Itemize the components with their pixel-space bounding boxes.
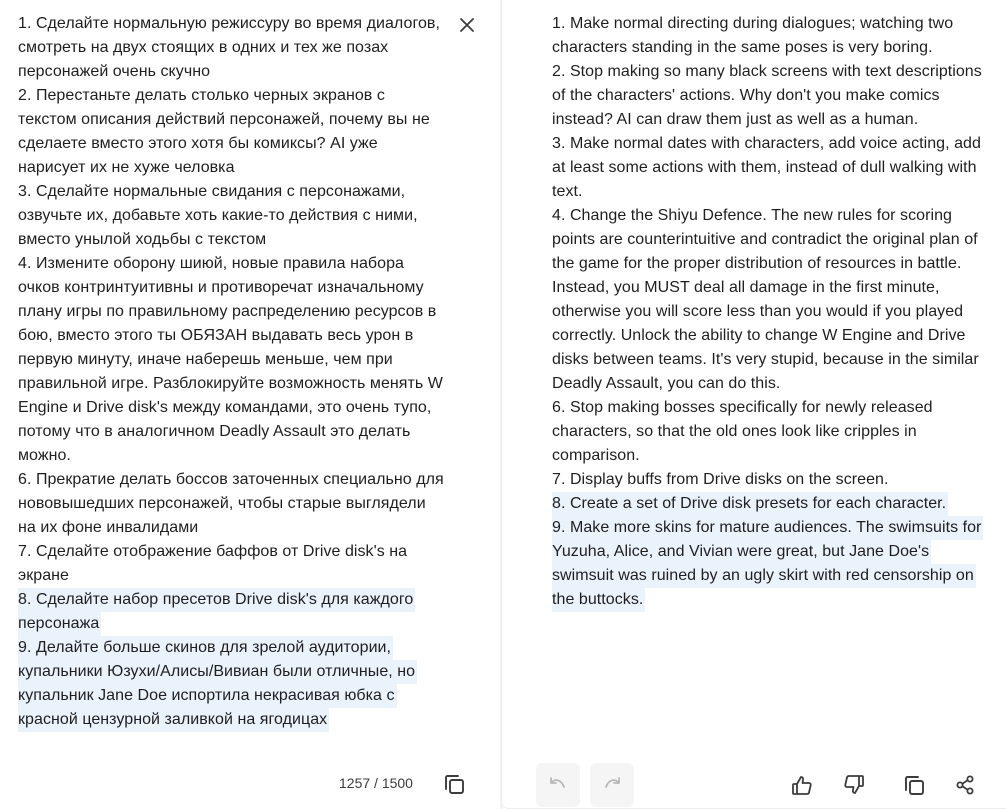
thumbs-down-button[interactable] — [838, 769, 870, 801]
copy-icon — [442, 772, 466, 796]
translation-line — [552, 252, 984, 276]
source-line-text: первую минуту, иначе наберешь меньше, чем при — [18, 351, 393, 368]
translation-line — [552, 204, 984, 228]
source-panel — [0, 0, 501, 809]
translation-line — [552, 372, 984, 396]
source-line — [18, 420, 446, 444]
redo-button[interactable] — [590, 763, 634, 807]
source-line — [18, 588, 446, 612]
translation-line-text: 7. Display buffs from Drive disks on the screen. — [552, 471, 889, 488]
source-line — [18, 516, 446, 540]
share-button[interactable] — [949, 769, 981, 801]
source-line-text: 6. Прекратие делать боссов заточенных специально для — [18, 471, 444, 488]
translation-line-text: characters standing in the same poses is very boring. — [552, 39, 933, 56]
source-line-text: на их фоне инвалидами — [18, 519, 199, 536]
source-line-text: текстом описания действий персонажей, почему вы не — [18, 111, 430, 128]
translation-line — [552, 516, 984, 540]
source-line-text: 1. Сделайте нормальную режиссуру во время диалогов, — [18, 15, 440, 32]
translation-line-text: otherwise you will score less than you would if you played — [552, 303, 964, 320]
source-line — [18, 540, 446, 564]
translation-line-text: 2. Stop making so many black screens with text descriptions — [552, 63, 982, 80]
source-line-text: красной цензурной заливкой на ягодицах — [18, 708, 329, 732]
translation-line-text: 9. Make more skins for mature audiences. The swimsuits for — [552, 516, 983, 540]
source-line — [18, 396, 446, 420]
thumbs-down-icon — [842, 773, 866, 797]
translation-line-text: instead? AI can draw them just as well as a human. — [552, 111, 919, 128]
source-line — [18, 84, 446, 108]
source-line-text: 9. Делайте больше скинов для зрелой аудитории, — [18, 636, 393, 660]
source-line — [18, 636, 446, 660]
translation-line — [552, 36, 984, 60]
translation-line — [552, 84, 984, 108]
translation-line — [552, 588, 984, 612]
source-line — [18, 300, 446, 324]
source-line — [18, 180, 446, 204]
source-line-text: 4. Измените оборону шиюй, новые правила набора — [18, 255, 404, 272]
source-line — [18, 36, 446, 60]
source-line — [18, 156, 446, 180]
translation-line-text: Deadly Assault, you can do this. — [552, 375, 781, 392]
translation-line — [552, 468, 984, 492]
translation-line — [552, 132, 984, 156]
translation-line-text: 8. Create a set of Drive disk presets for each character. — [552, 492, 948, 516]
copy-source-button[interactable] — [438, 768, 470, 800]
translation-line — [552, 396, 984, 420]
source-line-text: персонажей очень скучно — [18, 63, 211, 80]
source-line-text: очков контринтуитивны и противоречат изначальному — [18, 279, 424, 296]
source-line — [18, 228, 446, 252]
source-line — [18, 204, 446, 228]
translation-line-text: the game for the proper distribution of resources in battle. — [552, 255, 962, 272]
translation-line-text: points are counterintuitive and contradict the original plan of — [552, 231, 978, 248]
translation-line-text: 6. Stop making bosses specifically for newly released — [552, 399, 933, 416]
source-line — [18, 468, 446, 492]
source-line-text: персонажа — [18, 612, 101, 636]
thumbs-up-button[interactable] — [786, 769, 818, 801]
translation-line-text: 3. Make normal dates with characters, add voice acting, add — [552, 135, 981, 152]
source-line-text: потому что в аналогичном Deadly Assault это делать — [18, 423, 411, 440]
translation-line — [552, 108, 984, 132]
source-line — [18, 660, 446, 684]
undo-icon — [546, 773, 570, 797]
copy-translation-button[interactable] — [898, 769, 930, 801]
source-line — [18, 444, 446, 468]
source-line-text: экране — [18, 567, 69, 584]
translation-line-text: 1. Make normal directing during dialogues; watching two — [552, 15, 954, 32]
translation-line-text: Yuzuha, Alice, and Vivian were great, but Jane Doe's — [552, 540, 931, 564]
source-line — [18, 108, 446, 132]
translation-line — [552, 180, 984, 204]
translation-text — [552, 12, 984, 612]
source-text-area[interactable] — [18, 12, 446, 732]
translation-line — [552, 420, 984, 444]
source-line-text: озвучьте их, добавьте хоть какие-то действия с ними, — [18, 207, 418, 224]
redo-icon — [600, 773, 624, 797]
translation-line — [552, 60, 984, 84]
source-line — [18, 252, 446, 276]
source-line-text: плану игры по правильному распределению ресурсов в — [18, 303, 437, 320]
source-line-text: вместо унылой ходьбы с текстом — [18, 231, 267, 248]
undo-button[interactable] — [536, 763, 580, 807]
close-icon — [459, 17, 475, 33]
translation-line-text: comparison. — [552, 447, 640, 464]
source-line — [18, 324, 446, 348]
source-line-text: смотреть на двух стоящих в одних и тех же позах — [18, 39, 389, 56]
translation-line-text: disks between teams. It's very stupid, because in the similar — [552, 351, 979, 368]
source-line-text: 2. Перестаньте делать столько черных экранов с — [18, 87, 385, 104]
source-line — [18, 12, 446, 36]
source-line-text: 7. Сделайте отображение баффов от Drive disk's на — [18, 543, 408, 560]
source-line — [18, 564, 446, 588]
source-line-text: нововышедших персонажей, чтобы старые выглядели — [18, 495, 426, 512]
character-counter: 1257 / 1500 — [339, 775, 413, 791]
translation-line — [552, 12, 984, 36]
thumbs-up-icon — [790, 773, 814, 797]
translation-line-text: text. — [552, 183, 583, 200]
share-icon — [953, 773, 977, 797]
source-line-text: бою, вместо этого ты ОБЯЗАН выдавать весь урон в — [18, 327, 414, 344]
source-line-text: купальник Jane Doe испортила некрасивая юбка с — [18, 684, 397, 708]
source-line-text: нарисует их не хуже человка — [18, 159, 235, 176]
translation-line-text: characters, so that the old ones look like cripples in — [552, 423, 917, 440]
translation-line — [552, 540, 984, 564]
source-line — [18, 60, 446, 84]
source-line — [18, 348, 446, 372]
translation-line — [552, 492, 984, 516]
source-line-text: 3. Сделайте нормальные свидания с персонажами, — [18, 183, 406, 200]
translation-line — [552, 276, 984, 300]
source-line — [18, 492, 446, 516]
translation-line-text: the buttocks. — [552, 588, 645, 612]
source-line-text: Engine и Drive disk's между командами, это очень тупо, — [18, 399, 432, 416]
translation-line — [552, 444, 984, 468]
source-line — [18, 132, 446, 156]
source-line — [18, 684, 446, 708]
translation-line-text: of the characters' actions. Why don't you make comics — [552, 87, 940, 104]
translation-line — [552, 564, 984, 588]
translation-line — [552, 300, 984, 324]
source-line-text: можно. — [18, 447, 71, 464]
clear-source-button[interactable] — [456, 14, 478, 36]
translation-line — [552, 348, 984, 372]
translation-line-text: correctly. Unlock the ability to change W Engine and Drive — [552, 327, 966, 344]
source-line-text: правильной игре. Разблокируйте возможность менять W — [18, 375, 443, 392]
source-line — [18, 612, 446, 636]
translation-line — [552, 156, 984, 180]
translation-line — [552, 324, 984, 348]
translation-line-text: at least some actions with them, instead of dull walking with — [552, 159, 977, 176]
copy-icon — [902, 773, 926, 797]
source-line-text: сделаете вместо этого хотя бы комиксы? AI уже — [18, 135, 378, 152]
translation-line-text: Instead, you MUST deal all damage in the first minute, — [552, 279, 940, 296]
source-line — [18, 372, 446, 396]
source-line-text: 8. Сделайте набор пресетов Drive disk's для каждого — [18, 588, 415, 612]
translation-line — [552, 228, 984, 252]
source-line — [18, 708, 446, 732]
translation-line-text: 4. Change the Shiyu Defence. The new rules for scoring — [552, 207, 952, 224]
translation-line-text: swimsuit was ruined by an ugly skirt with red censorship on — [552, 564, 976, 588]
source-line — [18, 276, 446, 300]
source-line-text: купальники Юзухи/Алисы/Вивиан были отличные, но — [18, 660, 417, 684]
